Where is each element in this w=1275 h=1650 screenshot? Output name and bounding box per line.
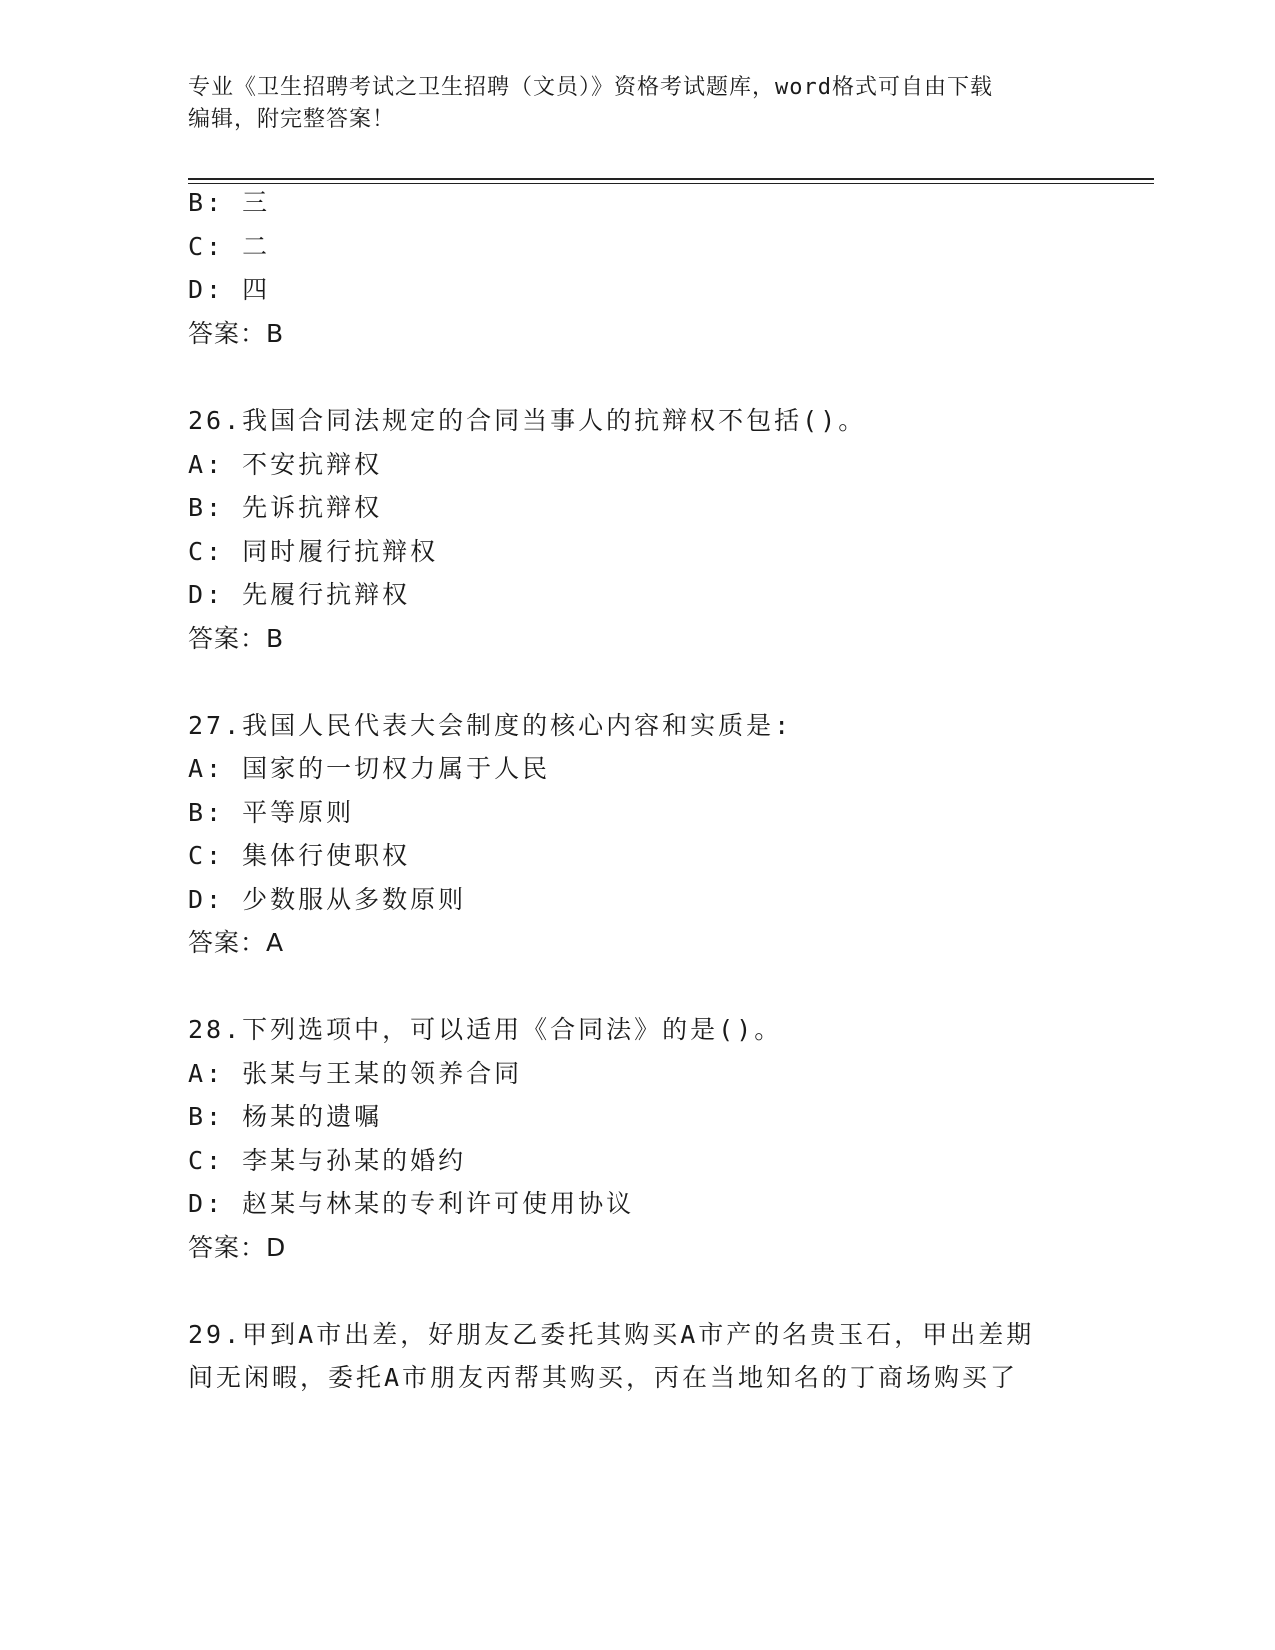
option-c: C: 集体行使职权 (188, 841, 411, 870)
answer: 答案：D (188, 1233, 287, 1262)
option-a: A: 张某与王某的领养合同 (188, 1059, 523, 1088)
option-b: B: 平等原则 (188, 798, 355, 827)
option-b: B: 杨某的遗嘱 (188, 1102, 383, 1131)
option-d: D: 少数服从多数原则 (188, 885, 467, 914)
option-a: A: 国家的一切权力属于人民 (188, 754, 551, 783)
answer: 答案：A (188, 928, 285, 957)
header-divider-thin (188, 183, 1154, 184)
option-d: D: 赵某与林某的专利许可使用协议 (188, 1189, 635, 1218)
header-line-2: 编辑，附完整答案！ (188, 107, 396, 132)
option-c: C: 二 (188, 232, 271, 261)
question-stem-line-1: 29.甲到A市出差，好朋友乙委托其购买A市产的名贵玉石，甲出差期 (188, 1320, 1035, 1349)
question-stem: 27.我国人民代表大会制度的核心内容和实质是: (188, 711, 793, 740)
question-stem: 28.下列选项中，可以适用《合同法》的是()。 (188, 1015, 783, 1044)
answer: 答案：B (188, 319, 285, 348)
question-stem: 26.我国合同法规定的合同当事人的抗辩权不包括()。 (188, 406, 867, 435)
option-d: D: 先履行抗辩权 (188, 580, 411, 609)
document-header (188, 72, 1088, 136)
option-c: C: 同时履行抗辩权 (188, 537, 439, 566)
option-c: C: 李某与孙某的婚约 (188, 1146, 467, 1175)
option-b: B: 三 (188, 188, 271, 217)
answer: 答案：B (188, 624, 285, 653)
header-divider-thick (188, 178, 1154, 180)
option-d: D: 四 (188, 275, 271, 304)
question-stem-line-2: 间无闲暇，委托A市朋友丙帮其购买，丙在当地知名的丁商场购买了 (188, 1363, 1019, 1392)
header-line-1: 专业《卫生招聘考试之卫生招聘（文员）》资格考试题库，word格式可自由下载 (188, 75, 993, 100)
option-a: A: 不安抗辩权 (188, 450, 383, 479)
option-b: B: 先诉抗辩权 (188, 493, 383, 522)
